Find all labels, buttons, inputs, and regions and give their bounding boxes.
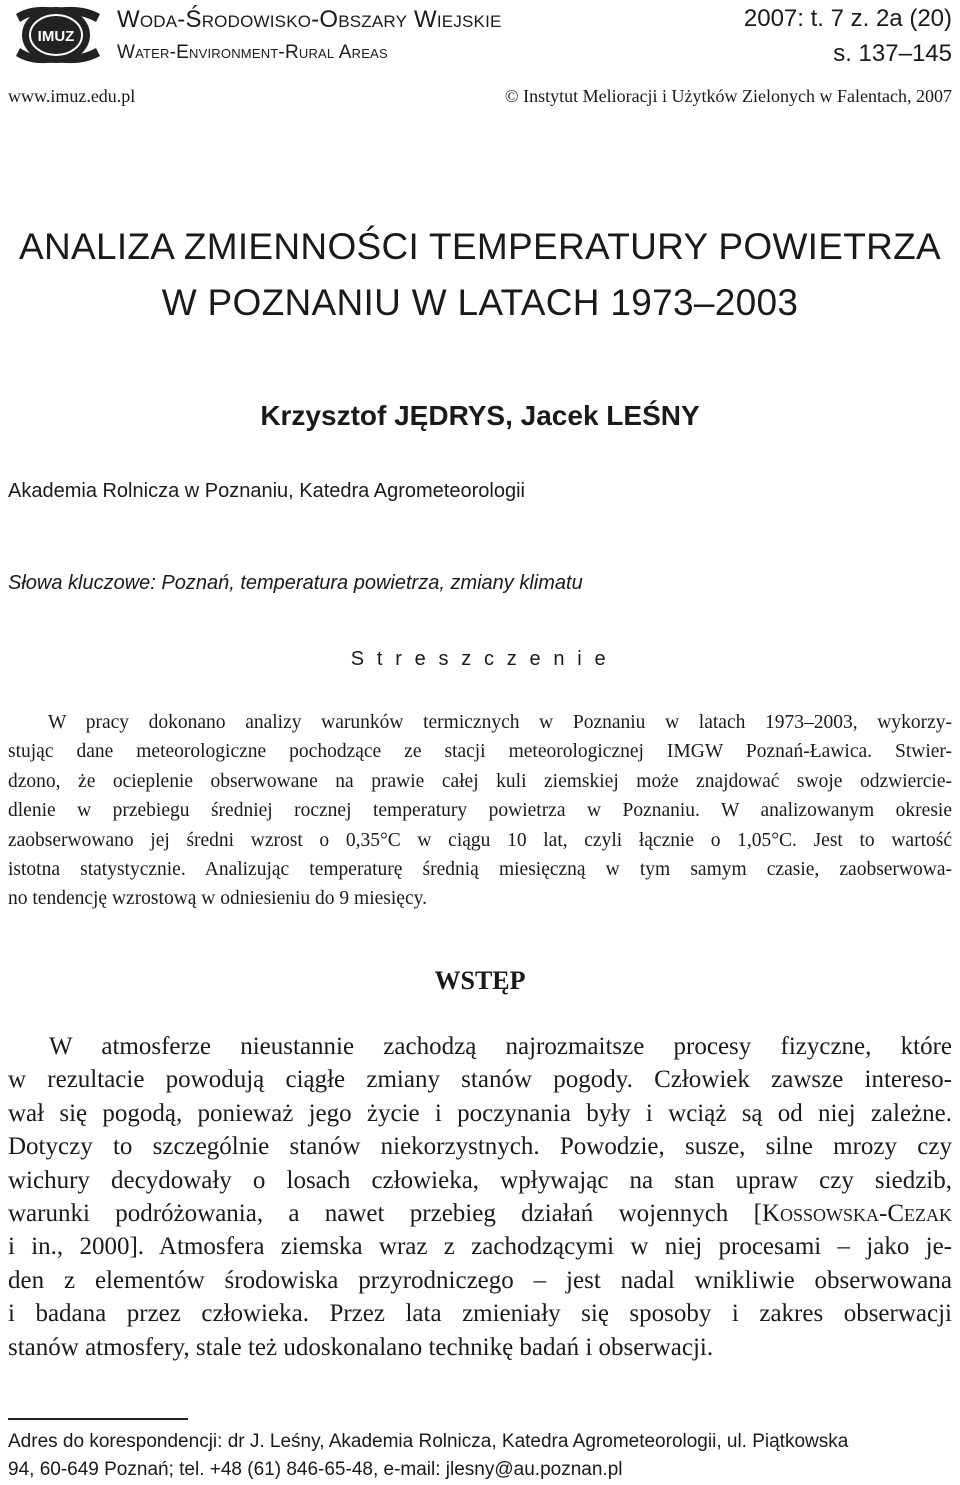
- journal-title-en: Water-Environment-Rural Areas: [117, 42, 388, 63]
- abstract-line: istotna statystycznie. Analizując temperaturę średnią miesięczną w tym samym czasie, zaobserwowa-: [8, 859, 952, 881]
- body-line: wał się pogodą, ponieważ jego życie i poczynania były i wciąż są od niej zależne.: [8, 1099, 952, 1127]
- abstract-line: dzono, że ocieplenie obserwowane na prawie całej kuli ziemskiej może znajdować swoje odzwiercie-: [8, 770, 952, 792]
- body-line: den z elementów środowiska przyrodniczego – jest nadal wnikliwie obserwowana: [8, 1266, 952, 1294]
- footnote-line-2: 94, 60-649 Poznań; tel. +48 (61) 846-65-48, e-mail: jlesny@au.poznan.pl: [8, 1459, 623, 1480]
- body-line: stanów atmosfery, stale też udoskonalano technikę badań i obserwacji.: [8, 1333, 714, 1361]
- citation-author: Kossowska-Cezak: [761, 1200, 952, 1228]
- affiliation: Akademia Rolnicza w Poznaniu, Katedra Agrometeorologii: [8, 480, 525, 502]
- imuz-logo-graphic: [12, 4, 104, 66]
- page-range: s. 137–145: [833, 40, 952, 67]
- abstract-line: dlenie w przebiegu średniej rocznej temperatury powietrza w Poznaniu. W analizowanym okresie: [8, 800, 952, 822]
- body-text: [8, 1030, 952, 1364]
- abstract-line: stując dane meteorologiczne pochodzące ze stacji meteorologicznej IMGW Poznań-Ławica. Stwier-: [8, 741, 952, 763]
- correspondence-footnote: [8, 1428, 952, 1484]
- paper-title-line-2: W POZNANIU W LATACH 1973–2003: [161, 282, 799, 323]
- abstract-line: no tendencję wzrostową w odniesieniu do 9 miesięcy.: [8, 888, 427, 910]
- authors: Krzysztof JĘDRYS, Jacek LEŚNY: [260, 400, 700, 431]
- section-heading: WSTĘP: [434, 966, 526, 995]
- abstract-line: W pracy dokonano analizy warunków termicznych w Poznaniu w latach 1973–2003, wykorzy-: [48, 712, 952, 733]
- issue-info: 2007: t. 7 z. 2a (20): [743, 5, 952, 32]
- logo-text: IMUZ: [37, 28, 75, 45]
- body-line-text: warunki podróżowania, a nawet przebieg działań wojennych [: [8, 1200, 762, 1228]
- abstract-text: [8, 708, 952, 914]
- body-line: Dotyczy to szczególnie stanów niekorzystnych. Powodzie, susze, silne mrozy czy: [8, 1133, 952, 1161]
- journal-url[interactable]: www.imuz.edu.pl: [8, 86, 136, 106]
- imuz-logo: [12, 4, 104, 66]
- body-line: wichury decydowały o losach człowieka, wpływając na stan upraw czy siedzib,: [8, 1166, 952, 1194]
- abstract-heading: S t r e s z c z e n i e: [350, 648, 610, 670]
- paper-title-line-1: ANALIZA ZMIENNOŚCI TEMPERATURY POWIETRZA: [18, 226, 942, 267]
- copyright-notice: © Instytut Melioracji i Użytków Zielonych w Falentach, 2007: [504, 86, 952, 106]
- body-line: i badana przez człowieka. Przez lata zmieniały się sposoby i zakres obserwacji: [8, 1300, 952, 1328]
- abstract-line: zaobserwowano jej średni wzrost o 0,35°C w ciągu 10 lat, czyli łącznie o 1,05°C. Jest to wartość: [8, 829, 952, 851]
- body-line-with-citation: [8, 1197, 952, 1230]
- footnote-line-1: Adres do korespondencji: dr J. Leśny, Akademia Rolnicza, Katedra Agrometeorologii, ul. Piątkowska: [8, 1431, 849, 1452]
- body-line: i in., 2000]. Atmosfera ziemska wraz z zachodzącymi w niej procesami – jako je-: [8, 1233, 952, 1261]
- footnote-divider: [8, 1418, 188, 1420]
- body-line: W atmosferze nieustannie zachodzą najrozmaitsze procesy fizyczne, które: [49, 1033, 952, 1060]
- body-line: w rezultacie powodują ciągłe zmiany stanów pogody. Człowiek zawsze intereso-: [8, 1066, 952, 1094]
- journal-title-pl: Woda-Środowisko-Obszary Wiejskie: [117, 6, 502, 33]
- keywords: Słowa kluczowe: Poznań, temperatura powietrza, zmiany klimatu: [8, 572, 583, 594]
